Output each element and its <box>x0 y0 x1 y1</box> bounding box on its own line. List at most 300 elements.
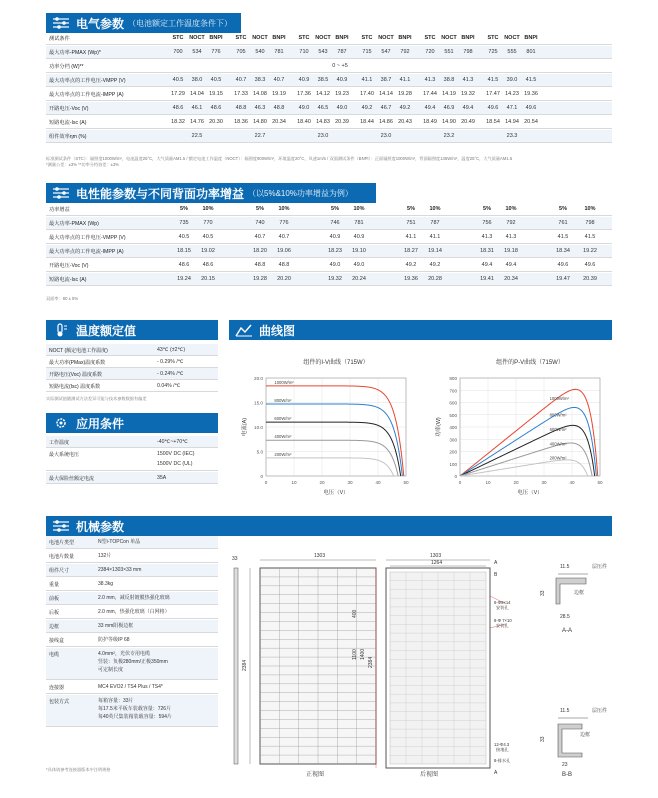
table-row <box>46 217 612 230</box>
series-label: 400W/m² <box>549 441 567 447</box>
efficiency-cell: 23.0 <box>317 133 329 139</box>
value-cell: 49.4 <box>462 105 474 111</box>
temp-row <box>46 356 218 368</box>
section-a-a <box>540 563 607 634</box>
header-cell: BNPI <box>272 35 286 41</box>
value-cell: 49.0 <box>298 105 310 111</box>
series-label: 600W/m² <box>549 427 567 433</box>
mech-key: 电池片类型 <box>49 540 75 546</box>
value-cell: 18.32 <box>171 119 185 125</box>
value-cell: 40.5 <box>178 234 190 240</box>
value-cell: 725 <box>488 49 498 55</box>
value-cell: 46.5 <box>317 105 329 111</box>
value-cell: 776 <box>279 220 289 226</box>
value-cell: 555 <box>507 49 517 55</box>
layer-label-b: 层压件 <box>592 708 608 714</box>
x-tick-label: 40 <box>375 480 381 485</box>
value-cell: 18.23 <box>328 248 342 254</box>
mech-value-line: 2384×1303×33 mm <box>98 567 142 573</box>
mech-note: *具体请参考连接器版本中注明规格 <box>46 767 111 772</box>
series-label: 400W/m² <box>274 434 292 440</box>
y-tick-label: 5.0 <box>256 449 263 455</box>
chart-title: 组件的I-V曲线（715W） <box>303 360 369 366</box>
value-cell: 41.1 <box>361 77 373 83</box>
mech-value <box>98 684 163 692</box>
value-cell: 19.36 <box>524 91 538 97</box>
row-label: 最大功率点的工作电压-VMPP (V) <box>49 234 126 241</box>
dim-1100: 1100 <box>352 649 358 660</box>
mech-value <box>98 567 141 575</box>
value-cell: 14.83 <box>316 119 330 125</box>
value-cell: 18.31 <box>480 248 494 254</box>
section-height-b: 33 <box>540 736 546 742</box>
mech-value <box>98 637 130 645</box>
value-cell: 41.5 <box>525 77 537 83</box>
mech-value-line: 每箱容量：33片 <box>98 698 134 704</box>
y-tick-label: 0 <box>454 474 457 479</box>
hole-note-1b: 安装孔 <box>496 605 509 610</box>
merged-cell: 0 ~ +5 <box>332 63 348 69</box>
value-cell: 18.36 <box>234 119 248 125</box>
mech-row <box>46 620 218 633</box>
mech-value-line: 38.3kg <box>98 581 114 587</box>
mech-title: 机械参数 <box>76 519 125 534</box>
dim-1400: 1400 <box>360 648 366 660</box>
x-tick-label: 40 <box>569 480 575 485</box>
value-cell: 41.3 <box>462 77 474 83</box>
value-cell: 705 <box>236 49 246 55</box>
value-cell: 20.39 <box>335 119 349 125</box>
mech-key: 电缆 <box>49 652 60 658</box>
efficiency-cell: 22.7 <box>254 133 266 139</box>
value-cell: 770 <box>203 220 213 226</box>
value-cell: 40.9 <box>353 234 365 240</box>
row-label: 开路电压-Voc (V) <box>49 105 89 112</box>
header-cell: 5% <box>407 206 415 212</box>
x-axis-label: 电压（V） <box>517 490 543 496</box>
mech-row <box>46 695 218 727</box>
row-label: 测试条件 <box>49 35 70 42</box>
value-cell: 20.49 <box>461 119 475 125</box>
x-tick-label: 30 <box>347 480 353 485</box>
value-cell: 38.5 <box>317 77 329 83</box>
iv-curve-chart <box>236 352 426 502</box>
value-cell: 41.5 <box>487 77 499 83</box>
value-cell: 48.8 <box>235 105 247 111</box>
value-cell: 19.18 <box>504 248 518 254</box>
front-view <box>232 553 376 778</box>
value-cell: 38.3 <box>254 77 266 83</box>
value-cell: 48.8 <box>278 262 290 268</box>
y-tick-label: 500 <box>449 412 457 418</box>
header-cell: 10% <box>429 206 441 212</box>
section-b-b <box>540 707 607 778</box>
header-cell: 10% <box>353 206 365 212</box>
value-cell: 39.0 <box>506 77 518 83</box>
chart-title: 组件的P-V曲线（715W） <box>496 360 564 366</box>
hole-note-2: 8-Φ 7×10 <box>494 618 512 623</box>
frame-label-b: 边框 <box>580 732 591 738</box>
x-tick-label: 50 <box>403 480 409 485</box>
header-cell: STC <box>298 35 310 41</box>
value-cell: 41.1 <box>405 234 417 240</box>
app-row <box>46 436 218 448</box>
mech-value <box>98 595 170 603</box>
section-width-b: 11.5 <box>560 708 570 714</box>
gear-icon <box>52 416 70 430</box>
efficiency-cell: 23.2 <box>443 133 455 139</box>
value-cell: 41.5 <box>584 234 596 240</box>
value-cell: 543 <box>318 49 328 55</box>
value-cell: 49.2 <box>361 105 373 111</box>
mech-key: 包装方式 <box>49 699 70 705</box>
app-key: 最大系统电压 <box>49 452 80 458</box>
value-cell: 40.9 <box>329 234 341 240</box>
value-cell: 20.39 <box>583 276 597 282</box>
value-cell: 40.7 <box>235 77 247 83</box>
temp-key: NOCT (额定电池工作温度) <box>49 348 108 354</box>
row-label: 最大功率点的工作电流-IMPP (A) <box>49 91 124 98</box>
mech-row <box>46 634 218 647</box>
value-cell: 20.43 <box>398 119 412 125</box>
value-cell: 40.7 <box>254 234 266 240</box>
series-label: 1000W/m² <box>549 396 569 402</box>
mech-key: 组件尺寸 <box>49 568 70 574</box>
value-cell: 751 <box>406 220 416 226</box>
frame-label-a: 边框 <box>574 590 585 596</box>
value-cell: 38.8 <box>443 77 455 83</box>
value-cell: 19.23 <box>335 91 349 97</box>
temp-value: - 0.29% /℃ <box>157 359 184 365</box>
value-cell: 20.34 <box>504 276 518 282</box>
value-cell: 735 <box>179 220 189 226</box>
hole-note-3b: 接地孔 <box>496 747 509 752</box>
temp-key: 最大功率(PMax)温度系数 <box>49 360 106 366</box>
temp-value: - 0.24% /℃ <box>157 371 184 377</box>
x-tick-label: 0 <box>458 480 462 485</box>
value-cell: 40.7 <box>278 234 290 240</box>
mech-row <box>46 578 218 591</box>
dim-2384-front: 2384 <box>242 659 248 671</box>
table-row <box>46 88 612 101</box>
value-cell: 49.4 <box>481 262 493 268</box>
table-row <box>46 74 612 87</box>
value-cell: 41.1 <box>399 77 411 83</box>
value-cell: 20.20 <box>277 276 291 282</box>
value-cell: 17.33 <box>234 91 248 97</box>
header-cell: NOCT <box>378 35 394 41</box>
temp-title: 温度额定值 <box>76 323 137 338</box>
mech-row <box>46 536 218 549</box>
table-header-row <box>46 203 612 216</box>
mech-value <box>98 623 133 631</box>
value-cell: 19.06 <box>277 248 291 254</box>
temp-row <box>46 344 218 356</box>
value-cell: 41.3 <box>505 234 517 240</box>
mech-value-line: 2.0 mm，热强化玻璃（白网格） <box>98 609 170 615</box>
y-axis-label: 电流(A) <box>242 418 248 436</box>
sliders-icon <box>52 16 70 30</box>
mech-key: 连接器 <box>49 685 65 691</box>
electrical-note-line2: *测量公差：±3% **功率分档容差：±3% <box>46 161 120 167</box>
value-cell: 19.28 <box>253 276 267 282</box>
value-cell: 798 <box>585 220 595 226</box>
temp-key: 短路电流(Isc) 温度系数 <box>49 384 101 390</box>
value-cell: 40.9 <box>298 77 310 83</box>
value-cell: 49.0 <box>336 105 348 111</box>
value-cell: 46.7 <box>380 105 392 111</box>
table-row <box>46 231 612 244</box>
value-cell: 19.02 <box>201 248 215 254</box>
value-cell: 19.41 <box>480 276 494 282</box>
y-tick-label: 20.0 <box>254 376 263 381</box>
value-cell: 14.14 <box>379 91 393 97</box>
mech-row <box>46 606 218 619</box>
header-cell: 10% <box>202 206 214 212</box>
y-tick-label: 15.0 <box>254 400 263 406</box>
value-cell: 40.5 <box>202 234 214 240</box>
section-width-a: 11.5 <box>560 564 570 570</box>
value-cell: 47.1 <box>506 105 518 111</box>
section-label-aa: A-A <box>562 628 573 634</box>
app-key: 工作温度 <box>49 440 70 446</box>
value-cell: 792 <box>400 49 410 55</box>
value-cell: 41.3 <box>424 77 436 83</box>
value-cell: 17.40 <box>360 91 374 97</box>
row-label: 短路电流-Isc (A) <box>49 276 87 283</box>
electrical-note <box>46 156 612 168</box>
mech-value <box>98 581 113 589</box>
thermometer-icon <box>52 323 70 337</box>
value-cell: 41.5 <box>557 234 569 240</box>
header-cell: 5% <box>256 206 264 212</box>
header-cell: NOCT <box>504 35 520 41</box>
layer-label-a: 层压件 <box>592 564 608 570</box>
header-cell: 5% <box>180 206 188 212</box>
section-height-a: 33 <box>540 590 546 596</box>
header-cell: STC <box>487 35 499 41</box>
section-label-bb: B-B <box>562 772 573 778</box>
header-cell: 10% <box>505 206 517 212</box>
header-cell: BNPI <box>209 35 223 41</box>
value-cell: 19.14 <box>428 248 442 254</box>
value-cell: 14.23 <box>505 91 519 97</box>
curve-title: 曲线图 <box>259 323 296 338</box>
temp-key: 开路电压(Voc) 温度系数 <box>49 372 103 378</box>
dim-33-front: 33 <box>232 556 238 562</box>
value-cell: 14.12 <box>316 91 330 97</box>
mech-key: 接线盒 <box>49 638 65 644</box>
header-cell: NOCT <box>315 35 331 41</box>
value-cell: 781 <box>354 220 364 226</box>
value-cell: 18.34 <box>556 248 570 254</box>
value-cell: 18.20 <box>253 248 267 254</box>
app-value: -40℃~+70℃ <box>157 439 188 445</box>
header-cell: BNPI <box>524 35 538 41</box>
value-cell: 540 <box>255 49 265 55</box>
mech-row <box>46 564 218 577</box>
header-cell: 10% <box>584 206 596 212</box>
value-cell: 781 <box>274 49 284 55</box>
y-tick-label: 200 <box>449 449 457 455</box>
mech-value-line: 4.0mm²，光伏专用电缆 <box>98 651 150 657</box>
value-cell: 14.90 <box>442 119 456 125</box>
value-cell: 18.54 <box>486 119 500 125</box>
back-view-label: 后视图 <box>420 772 439 778</box>
value-cell: 792 <box>506 220 516 226</box>
dim-1264-back: 1264 <box>431 560 443 566</box>
dim-1303-front: 1303 <box>314 553 326 559</box>
temp-row <box>46 368 218 380</box>
row-label: 开路电压-Voc (V) <box>49 262 89 269</box>
temp-section-header <box>46 320 218 340</box>
mech-value-line: 33 mm阳极边框 <box>98 623 134 629</box>
table-header-row <box>46 32 612 45</box>
header-cell: NOCT <box>441 35 457 41</box>
mech-value <box>98 553 111 561</box>
mech-value-line: 2.0 mm，减反射镀膜热强化玻璃 <box>98 595 170 601</box>
value-cell: 49.6 <box>487 105 499 111</box>
gain-subtitle: （以5%&10%功率增益为例） <box>248 188 353 198</box>
module-drawings <box>226 548 656 798</box>
y-tick-label: 10.0 <box>254 425 263 430</box>
value-cell: 715 <box>362 49 372 55</box>
row-label: 组件效率ηm (%) <box>49 133 87 140</box>
value-cell: 18.49 <box>423 119 437 125</box>
value-cell: 40.5 <box>172 77 184 83</box>
value-cell: 20.24 <box>352 276 366 282</box>
value-cell: 48.6 <box>202 262 214 268</box>
y-tick-label: 600 <box>449 400 457 406</box>
value-cell: 746 <box>330 220 340 226</box>
mech-row <box>46 648 218 680</box>
header-cell: STC <box>424 35 436 41</box>
value-cell: 18.44 <box>360 119 374 125</box>
mech-value <box>98 539 140 547</box>
value-cell: 14.76 <box>190 119 204 125</box>
hole-note-1: 6-Φ9×14 <box>494 600 511 605</box>
mech-row <box>46 592 218 605</box>
front-view-label: 正视图 <box>306 772 325 778</box>
mech-value <box>98 651 168 674</box>
x-axis-label: 电压（V） <box>323 490 349 496</box>
value-cell: 740 <box>255 220 265 226</box>
label-a-top: A <box>494 560 498 566</box>
value-cell: 20.15 <box>201 276 215 282</box>
value-cell: 49.4 <box>505 262 517 268</box>
value-cell: 18.40 <box>297 119 311 125</box>
value-cell: 787 <box>337 49 347 55</box>
value-cell: 46.1 <box>191 105 203 111</box>
value-cell: 48.6 <box>172 105 184 111</box>
mech-value <box>98 609 170 617</box>
efficiency-cell: 23.3 <box>506 133 518 139</box>
x-tick-label: 50 <box>597 480 603 485</box>
app-title: 应用条件 <box>76 416 125 431</box>
value-cell: 49.4 <box>424 105 436 111</box>
value-cell: 20.28 <box>428 276 442 282</box>
value-cell: 49.6 <box>584 262 596 268</box>
value-cell: 17.36 <box>297 91 311 97</box>
x-tick-label: 10 <box>485 480 491 485</box>
app-key: 最大保险丝额定电流 <box>49 476 95 482</box>
value-cell: 49.2 <box>405 262 417 268</box>
value-cell: 19.47 <box>556 276 570 282</box>
value-cell: 20.54 <box>524 119 538 125</box>
header-cell: 10% <box>278 206 290 212</box>
gain-section-header <box>46 183 376 203</box>
efficiency-cell: 22.5 <box>191 133 203 139</box>
y-axis-label: 功率(W) <box>436 417 442 437</box>
mech-key: 边框 <box>49 624 60 630</box>
x-tick-label: 20 <box>319 480 325 485</box>
value-cell: 19.19 <box>272 91 286 97</box>
value-cell: 547 <box>381 49 391 55</box>
temp-row <box>46 380 218 392</box>
value-cell: 14.86 <box>379 119 393 125</box>
x-tick-label: 0 <box>264 480 268 485</box>
section-base-b: 23 <box>562 762 568 768</box>
label-a-bottom: A <box>494 770 498 776</box>
header-cell: BNPI <box>335 35 349 41</box>
table-row <box>46 130 612 143</box>
value-cell: 19.10 <box>352 248 366 254</box>
sliders-icon <box>52 186 70 200</box>
app-value: 35A <box>157 475 167 481</box>
y-tick-label: 100 <box>449 461 457 467</box>
header-cell: BNPI <box>398 35 412 41</box>
value-cell: 48.8 <box>254 262 266 268</box>
mech-key: 前板 <box>49 596 60 602</box>
table-row <box>46 46 612 59</box>
y-tick-label: 300 <box>449 437 457 443</box>
y-tick-label: 400 <box>449 425 457 430</box>
row-label: 最大功率-PMAX (Wp)* <box>49 49 101 56</box>
header-cell: 5% <box>559 206 567 212</box>
sliders-icon <box>52 519 70 533</box>
series-line <box>460 460 588 476</box>
row-label: 功率增益 <box>49 206 70 213</box>
electrical-section-header <box>46 13 241 33</box>
value-cell: 49.2 <box>429 262 441 268</box>
curve-section-header <box>229 320 612 340</box>
value-cell: 14.04 <box>190 91 204 97</box>
row-label: 最大功率-PMAX (Wp) <box>49 220 99 227</box>
table-row <box>46 102 612 115</box>
value-cell: 46.3 <box>254 105 266 111</box>
x-tick-label: 30 <box>541 480 547 485</box>
value-cell: 14.80 <box>253 119 267 125</box>
y-tick-label: 0 <box>260 474 263 479</box>
pv-curve-chart <box>430 352 620 502</box>
table-row <box>46 273 612 286</box>
value-cell: 48.6 <box>210 105 222 111</box>
app-row <box>46 448 218 471</box>
header-cell: STC <box>235 35 247 41</box>
value-cell: 761 <box>558 220 568 226</box>
value-cell: 17.47 <box>486 91 500 97</box>
row-label: 最大功率点的工作电流-IMPP (A) <box>49 248 124 255</box>
app-value: 1500V DC (UL) <box>157 461 193 467</box>
value-cell: 49.0 <box>329 262 341 268</box>
y-tick-label: 800 <box>449 376 457 381</box>
value-cell: 49.2 <box>399 105 411 111</box>
value-cell: 46.9 <box>443 105 455 111</box>
table-row <box>46 259 612 272</box>
efficiency-cell: 23.0 <box>380 133 392 139</box>
value-cell: 756 <box>482 220 492 226</box>
mech-section-header <box>46 516 612 536</box>
